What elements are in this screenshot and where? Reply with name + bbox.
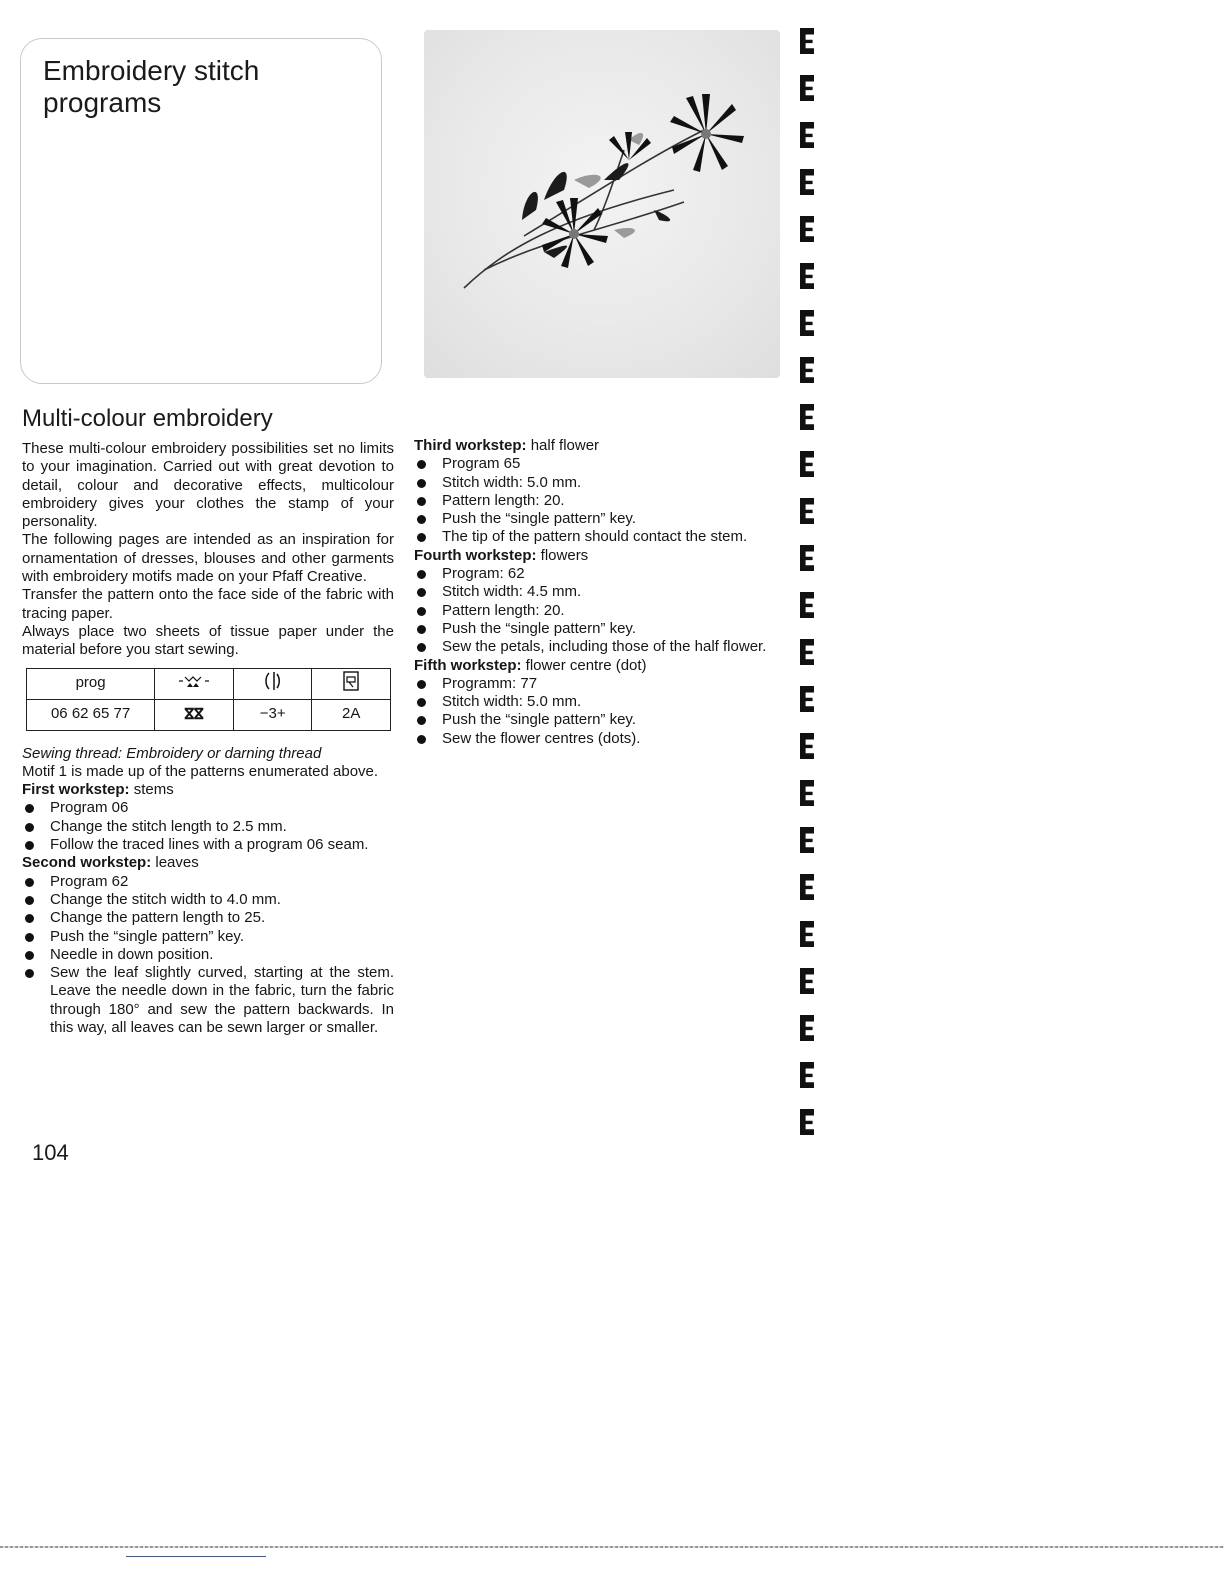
index-tab — [800, 122, 814, 148]
index-tab — [800, 733, 814, 759]
index-tab — [800, 545, 814, 571]
prog-header: prog — [27, 668, 155, 699]
index-tab — [800, 639, 814, 665]
list-item: Push the “single pattern” key. — [414, 510, 786, 528]
embroidery-photo — [424, 30, 780, 378]
footer-divider — [0, 1546, 1224, 1548]
workstep-heading: Fourth workstep: flowers — [414, 546, 589, 564]
list-item: Needle in down position. — [22, 946, 394, 964]
stitch-width-icon — [155, 668, 234, 699]
list-item: Change the stitch length to 2.5 mm. — [22, 818, 394, 836]
page-number: 104 — [32, 1140, 69, 1165]
thumb-index-tabs — [800, 28, 826, 1148]
list-item: Sew the petals, including those of the half flower. — [414, 638, 786, 656]
list-item: Push the “single pattern” key. — [414, 620, 786, 638]
list-item: Change the pattern length to 25. — [22, 909, 394, 927]
stitch-width-icon-svg — [177, 673, 211, 689]
index-tab — [800, 216, 814, 242]
index-tab — [800, 780, 814, 806]
left-column — [22, 440, 394, 1037]
list-item: Push the “single pattern” key. — [414, 711, 786, 729]
index-tab — [800, 1015, 814, 1041]
index-tab — [800, 451, 814, 477]
list-item: Push the “single pattern” key. — [22, 928, 394, 946]
workstep-1 — [22, 781, 394, 854]
list-item: Programm: 77 — [414, 675, 786, 693]
workstep-list — [22, 873, 394, 1038]
list-item: Program 06 — [22, 799, 394, 817]
stitch-length-icon-svg — [263, 670, 283, 692]
page-title: Embroidery stitch programs — [43, 55, 260, 118]
stitch-length-icon — [233, 668, 312, 699]
list-item: Program 65 — [414, 455, 786, 473]
workstep-2 — [22, 854, 394, 1037]
list-item: Pattern length: 20. — [414, 602, 786, 620]
index-tab — [800, 169, 814, 195]
workstep-heading: Fifth workstep: flower centre (dot) — [414, 656, 647, 674]
list-item: Stitch width: 5.0 mm. — [414, 693, 786, 711]
settings-header-row — [27, 668, 391, 699]
list-item: Sew the leaf slightly curved, starting at the stem. Leave the needle down in the fabric, turn the fabric through 180° and sew the pattern backwards. In this way, all leaves can be sewn larger or smaller. — [22, 964, 394, 1037]
workstep-list — [414, 565, 786, 656]
thread-note: Sewing thread: Embroidery or darning thread — [22, 744, 322, 762]
index-tab — [800, 498, 814, 524]
intro-paragraph: These multi-colour embroidery possibilities set no limits to your imagination. Carried out with great devotion to detail, colour and decorative effects, multicolour embroidery gives your clothes the stamp of your personality. — [22, 440, 394, 531]
list-item: Follow the traced lines with a program 06 seam. — [22, 836, 394, 854]
index-tab — [800, 921, 814, 947]
index-tab — [800, 357, 814, 383]
presser-foot-icon — [312, 668, 391, 699]
list-item: Stitch width: 4.5 mm. — [414, 583, 786, 601]
workstep-heading: Third workstep: half flower — [414, 437, 600, 454]
stitch-length-value: −3+ — [233, 699, 312, 730]
presser-foot-value: 2A — [312, 699, 391, 730]
stitch-width-value: ⴵⴵ — [155, 699, 234, 730]
list-item: Program 62 — [22, 873, 394, 891]
section-title: Multi-colour embroidery — [22, 405, 273, 432]
index-tab — [800, 1109, 814, 1135]
index-tab — [800, 874, 814, 900]
list-item: Change the stitch width to 4.0 mm. — [22, 891, 394, 909]
presser-foot-icon-svg — [342, 670, 360, 692]
workstep-list — [414, 675, 786, 748]
index-tab — [800, 592, 814, 618]
intro-paragraph: The following pages are intended as an inspiration for ornamentation of dresses, blouses and other garments with embroidery motifs made on your Pfaff Creative. — [22, 531, 394, 586]
index-tab — [800, 263, 814, 289]
workstep-list — [414, 455, 786, 546]
index-tab — [800, 1062, 814, 1088]
right-column — [414, 437, 786, 748]
index-tab — [800, 686, 814, 712]
index-tab — [800, 404, 814, 430]
workstep-heading: Second workstep: leaves — [22, 854, 199, 872]
index-tab — [800, 310, 814, 336]
workstep-4 — [414, 547, 786, 657]
settings-value-row — [27, 699, 391, 730]
list-item: Program: 62 — [414, 565, 786, 583]
prog-values: 06 62 65 77 — [27, 699, 155, 730]
workstep-3 — [414, 437, 786, 547]
flower-embroidery-illustration — [424, 30, 780, 378]
settings-table — [26, 668, 391, 731]
workstep-5 — [414, 657, 786, 748]
motif-note: Motif 1 is made up of the patterns enumerated above. — [22, 762, 379, 780]
workstep-list — [22, 799, 394, 854]
workstep-heading: First workstep: stems — [22, 781, 174, 799]
index-tab — [800, 827, 814, 853]
title-box — [20, 38, 382, 384]
index-tab — [800, 968, 814, 994]
list-item: Pattern length: 20. — [414, 492, 786, 510]
index-tab — [800, 75, 814, 101]
list-item: The tip of the pattern should contact the stem. — [414, 528, 786, 546]
intro-paragraph: Always place two sheets of tissue paper under the material before you start sewing. — [22, 622, 394, 659]
footer-underline — [126, 1556, 266, 1557]
list-item: Stitch width: 5.0 mm. — [414, 474, 786, 492]
intro-paragraph: Transfer the pattern onto the face side of the fabric with tracing paper. — [22, 586, 394, 622]
list-item: Sew the flower centres (dots). — [414, 730, 786, 748]
index-tab — [800, 28, 814, 54]
